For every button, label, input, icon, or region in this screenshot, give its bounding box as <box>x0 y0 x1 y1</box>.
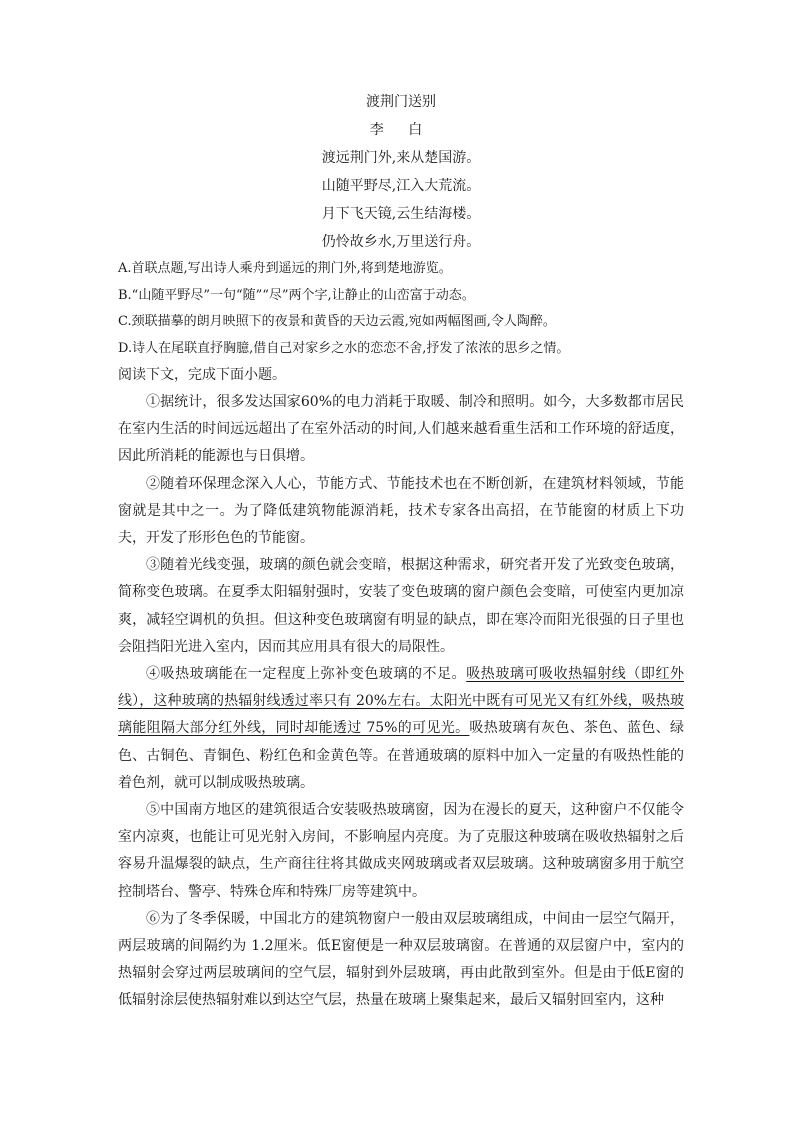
paragraph-2: ②随着环保理念深入人心，节能方式、节能技术也在不断创新，在建筑材料领域，节能窗就是其中之一。为了降低建筑物能源消耗，技术专家各出高招，在节能窗的材质上下功夫，开发了形形色色的节能窗。 <box>118 475 684 547</box>
poem-line-2: 山随平野尽,江入大荒流。 <box>321 178 481 194</box>
option-a: A.首联点题,写出诗人乘舟到遥远的荆门外,将到楚地游览。 <box>118 261 452 276</box>
poem-line-3: 月下飞天镜,云生结海楼。 <box>321 206 481 222</box>
poem-line-1: 渡远荆门外,来从楚国游。 <box>321 150 481 166</box>
paragraph-4-intro: ④吸热玻璃能在一定程度上弥补变色玻璃的不足。 <box>146 666 467 683</box>
paragraph-5: ⑤中国南方地区的建筑很适合安装吸热玻璃窗，因为在漫长的夏天，这种窗户不仅能令室内凉爽，也能让可见光射入房间，不影响屋内亮度。为了克服这种玻璃在吸收热辐射之后容易升温爆裂的缺点，生产商往往将其做成夹网玻璃或者双层玻璃。这种玻璃窗多用于航空控制塔台、警亭、特殊仓库和特殊厂房等建筑中。 <box>118 802 684 900</box>
paragraph-4-rest: 吸热玻璃有灰色、茶色、蓝色、绿色、古铜色、青铜色、粉红色和金黄色等。在普通玻璃的原料中加入一定量的有吸热性能的着色剂，就可以制成吸热玻璃。 <box>118 720 684 791</box>
paragraph-1: ①据统计，很多发达国家60%的电力消耗于取暖、制冷和照明。如今，大多数都市居民在室内生活的时间远远超出了在室外活动的时间,人们越来越看重生活和工作环境的舒适度，因此所消耗的能源也与日俱增。 <box>118 394 684 465</box>
paragraph-3: ③随着光线变强，玻璃的颜色就会变暗，根据这种需求，研究者开发了光致变色玻璃，简称变色玻璃。在夏季太阳辐射强时，安装了变色玻璃的窗户颜色会变暗，可使室内更加凉爽，减轻空调机的负担。但这种变色玻璃窗有明显的缺点，即在寒冷而阳光很强的日子里也会阻挡阳光进入室内，因而其应用具有很大的局限性。 <box>118 557 684 655</box>
poem-author: 李 白 <box>369 122 433 138</box>
option-d: D.诗人在尾联直抒胸臆,借自己对家乡之水的恋恋不舍,抒发了浓浓的思乡之情。 <box>118 340 570 356</box>
paragraph-6: ⑥为了冬季保暖，中国北方的建筑物窗户一般由双层玻璃组成，中间由一层空气隔开，两层玻璃的间隔约为 1.2厘米。低E窗便是一种双层玻璃窗。在普通的双层窗户中，室内的热辐射会穿过两层玻璃间的空气层，辐射到外层玻璃，再由此散到室外。但是由于低E窗的低辐射涂层使热辐射难以到达空气层，热量在玻璃上聚集起来，最后又辐射回室内，这种 <box>118 910 684 1009</box>
reading-instruction: 阅读下文，完成下面小题。 <box>118 367 286 383</box>
underlined-sentence: 吸热玻璃可吸收热辐射线（即红外线），这种玻璃的热辐射线透过率只有 20%左右。太阳光中既有可见光又有红外线，吸热玻璃能阻隔大部分红外线，同时却能透过 75%的可见光。 <box>118 666 685 737</box>
option-c: C.颈联描摹的朗月映照下的夜景和黄昏的天边云霞,宛如两幅图画,令人陶醉。 <box>118 314 556 329</box>
poem-title: 渡荆门送别 <box>366 94 436 110</box>
poem-line-4: 仍怜故乡水,万里送行舟。 <box>321 234 481 250</box>
paragraph-4 <box>118 661 684 797</box>
poem-block <box>118 88 684 256</box>
answer-options <box>118 256 684 362</box>
option-b: B.“山随平野尽”一句“随”“尽”两个字,让静止的山峦富于动态。 <box>118 287 475 303</box>
document-page <box>118 88 684 1015</box>
